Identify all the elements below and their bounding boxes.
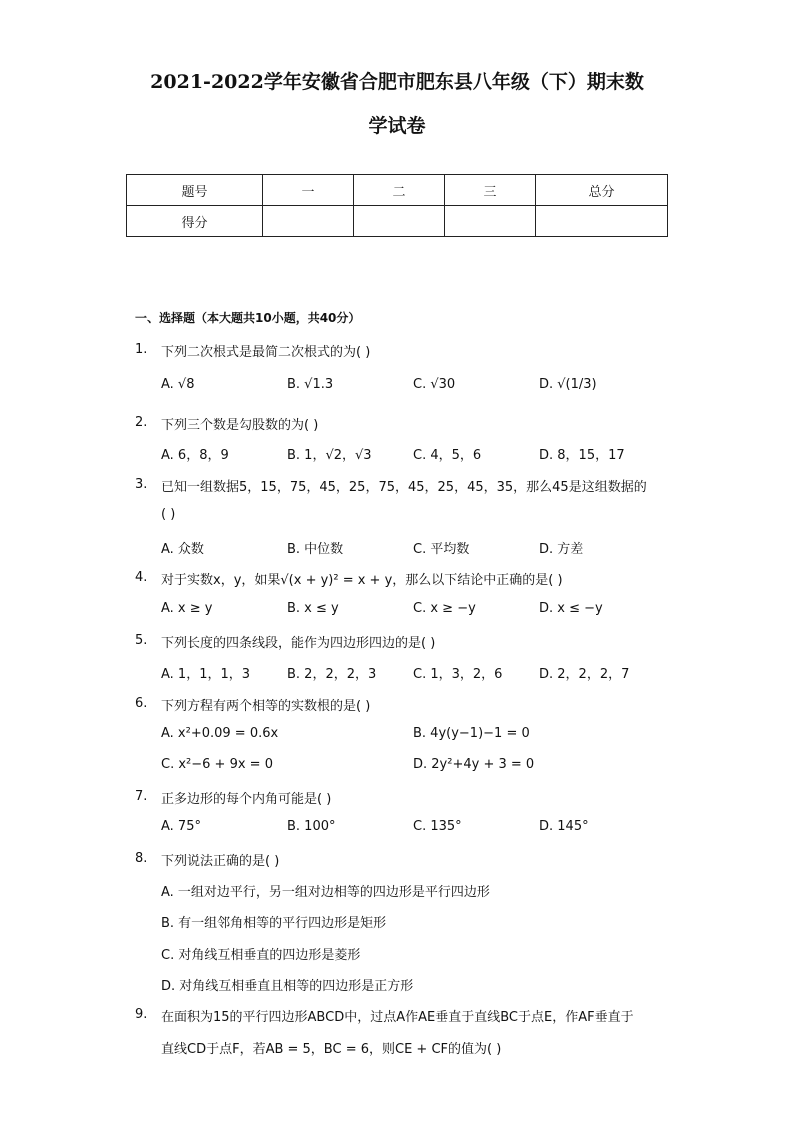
option-d: D. 方差 bbox=[539, 542, 584, 557]
question-text: 下列三个数是勾股数的为( ) bbox=[161, 418, 319, 433]
table-cell: 三 bbox=[445, 175, 536, 206]
option-a: A. x²+0.09 = 0.6x bbox=[161, 726, 279, 741]
score-input-cell[interactable] bbox=[354, 206, 445, 237]
question-number: 5. bbox=[135, 633, 148, 648]
page-title-line2: 学试卷 bbox=[368, 115, 426, 137]
option-c: C. 对角线互相垂直的四边形是菱形 bbox=[161, 948, 361, 963]
option-b: B. 4y(y−1)−1 = 0 bbox=[413, 726, 530, 741]
option-c: C. x²−6 + 9x = 0 bbox=[161, 757, 273, 772]
question-number: 6. bbox=[135, 696, 148, 711]
question-number: 8. bbox=[135, 851, 148, 866]
option-c: C. 平均数 bbox=[413, 542, 470, 557]
option-d: D. x ≤ −y bbox=[539, 601, 603, 616]
option-b: B. x ≤ y bbox=[287, 601, 339, 616]
option-d: D. 2y²+4y + 3 = 0 bbox=[413, 757, 535, 772]
option-c: C. 1，3，2，6 bbox=[413, 667, 503, 682]
option-a: A. x ≥ y bbox=[161, 601, 213, 616]
question-text-cont: 直线CD于点F，若AB = 5，BC = 6，则CE + CF的值为( ) bbox=[161, 1042, 502, 1057]
option-b: B. 100° bbox=[287, 819, 336, 834]
table-row bbox=[127, 206, 668, 237]
table-cell: 一 bbox=[263, 175, 354, 206]
question-text: 已知一组数据5，15，75，45，25，75，45，25，45，35，那么45是这组数据的 bbox=[161, 480, 647, 495]
question-text: 下列说法正确的是( ) bbox=[161, 854, 280, 869]
table-cell: 得分 bbox=[127, 206, 263, 237]
option-b: B. 2，2，2，3 bbox=[287, 667, 377, 682]
option-a: A. 6，8，9 bbox=[161, 448, 229, 463]
option-a: A. 众数 bbox=[161, 542, 204, 557]
question-text: 对于实数x，y，如果√(x + y)² = x + y，那么以下结论中正确的是( ) bbox=[161, 573, 563, 588]
option-b: B. 中位数 bbox=[287, 542, 344, 557]
table-cell: 总分 bbox=[536, 175, 668, 206]
score-input-cell[interactable] bbox=[445, 206, 536, 237]
question-text: 下列方程有两个相等的实数根的是( ) bbox=[161, 699, 371, 714]
option-d: D. 145° bbox=[539, 819, 589, 834]
option-a: A. 1，1，1，3 bbox=[161, 667, 251, 682]
question-text: 正多边形的每个内角可能是( ) bbox=[161, 792, 332, 807]
option-b: B. 1，√2，√3 bbox=[287, 448, 372, 463]
question-text: 下列二次根式是最简二次根式的为( ) bbox=[161, 345, 371, 360]
option-b: B. √1.3 bbox=[287, 377, 334, 392]
option-c: C. 4，5，6 bbox=[413, 448, 482, 463]
question-text-cont: ( ) bbox=[161, 507, 176, 522]
table-cell: 题号 bbox=[127, 175, 263, 206]
score-input-cell[interactable] bbox=[263, 206, 354, 237]
question-number: 2. bbox=[135, 415, 148, 430]
option-d: D. 对角线互相垂直且相等的四边形是正方形 bbox=[161, 979, 414, 994]
question-text: 下列长度的四条线段，能作为四边形四边的是( ) bbox=[161, 636, 436, 651]
question-number: 7. bbox=[135, 789, 148, 804]
section-heading: 一、选择题（本大题共10小题，共40分） bbox=[135, 311, 361, 325]
option-d: D. 2，2，2，7 bbox=[539, 667, 630, 682]
question-number: 4. bbox=[135, 570, 148, 585]
option-b: B. 有一组邻角相等的平行四边形是矩形 bbox=[161, 916, 387, 931]
option-a: A. √8 bbox=[161, 377, 195, 392]
table-cell: 二 bbox=[354, 175, 445, 206]
question-number: 9. bbox=[135, 1007, 148, 1022]
question-number: 3. bbox=[135, 477, 148, 492]
option-a: A. 一组对边平行，另一组对边相等的四边形是平行四边形 bbox=[161, 885, 490, 900]
table-row bbox=[127, 175, 668, 206]
question-text: 在面积为15的平行四边形ABCD中，过点A作AE垂直于直线BC于点E，作AF垂直于 bbox=[161, 1010, 634, 1025]
score-table bbox=[126, 174, 668, 237]
option-c: C. x ≥ −y bbox=[413, 601, 476, 616]
question-number: 1. bbox=[135, 342, 148, 357]
option-c: C. √30 bbox=[413, 377, 456, 392]
page-title-line1: 2021-2022学年安徽省合肥市肥东县八年级（下）期末数 bbox=[150, 71, 644, 93]
option-d: D. 8，15，17 bbox=[539, 448, 625, 463]
option-d: D. √(1/3) bbox=[539, 377, 597, 392]
option-a: A. 75° bbox=[161, 819, 201, 834]
option-c: C. 135° bbox=[413, 819, 462, 834]
score-input-cell[interactable] bbox=[536, 206, 668, 237]
